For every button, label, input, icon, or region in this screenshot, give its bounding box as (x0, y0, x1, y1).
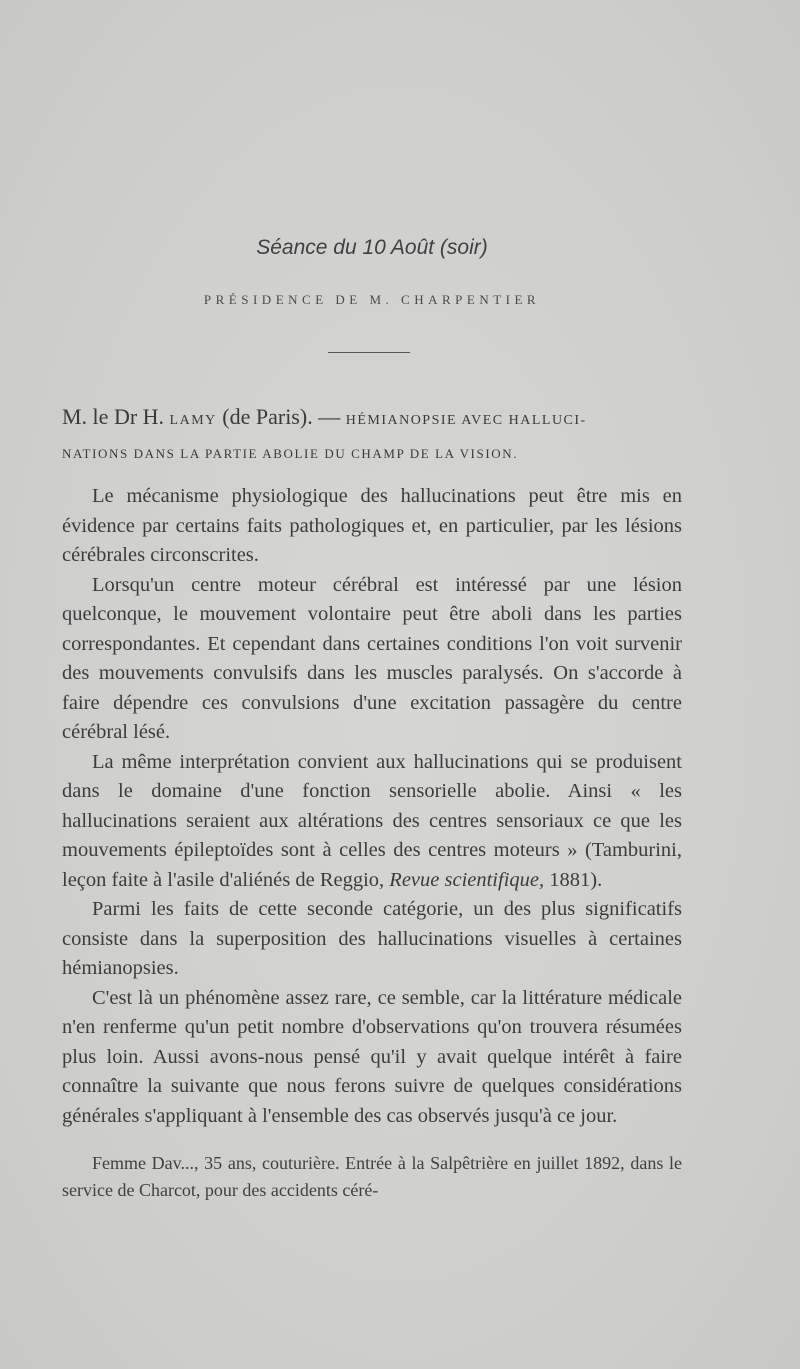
article-heading (62, 402, 682, 469)
author-prefix: M. le Dr H. (62, 404, 165, 429)
presidence-line: PRÉSIDENCE DE M. CHARPENTIER (203, 292, 541, 307)
article-title-line1: HÉMIANOPSIE AVEC HALLUCI- (345, 413, 587, 428)
citation-journal: Revue scientifique, (389, 868, 545, 891)
paragraph-4: Parmi les faits de cette seconde catégorie, un des plus significatifs consiste dans la superposition des hallucinations visuelles à certaines hémianopsies. (62, 898, 682, 979)
case-note-text: Femme Dav..., 35 ans, couturière. Entrée à la Salpêtrière en juillet 1892, dans le service de Charcot, pour des accidents céré- (62, 1153, 682, 1200)
author-origin: (de Paris). — (222, 404, 341, 429)
citation-year: 1881). (549, 868, 603, 891)
article-title-line2: NATIONS DANS LA PARTIE ABOLIE DU CHAMP DE LA VISION. (62, 446, 519, 461)
paragraph-5: C'est là un phénomène assez rare, ce semble, car la littérature médicale n'en renferme qu'un petit nombre d'observations qu'on trouvera résumées plus loin. Aussi avons-nous pensé qu'il y avait quelque intérêt à faire connaître la suivante que nous ferons suivre de quelques considérations générales s'appliquant à l'ensemble des cas observés jusqu'à ce jour. (62, 986, 682, 1127)
author-name: LAMY (169, 413, 217, 428)
article-body (62, 482, 682, 1131)
paragraph-3 (62, 748, 682, 896)
paragraph-3-text: La même interprétation convient aux hallucinations qui se produisent dans le domaine d'une fonction sensorielle abolie. Ainsi « les hallucinations seraient aux altérations des centres sensoriaux ce que les mouvements épileptoïdes sont à celles des centres moteurs » (Tamburini, leçon faite à l'asile d'aliénés de Reggio, (62, 750, 682, 891)
session-title: Séance du 10 Août (soir) (256, 236, 488, 259)
case-note (62, 1150, 682, 1204)
paragraph-1: Le mécanisme physiologique des hallucinations peut être mis en évidence par certains faits pathologiques et, en particulier, par les lésions cérébrales circonscrites. (62, 485, 682, 566)
separator-rule (328, 352, 410, 353)
paragraph-2: Lorsqu'un centre moteur cérébral est intéressé par une lésion quelconque, le mouvement volontaire peut être aboli dans les parties correspondantes. Et cependant dans certaines conditions l'on voit survenir des mouvements convulsifs dans les muscles paralysés. On s'accorde à faire dépendre ces convulsions d'une excitation passagère du centre cérébral lésé. (62, 573, 682, 743)
